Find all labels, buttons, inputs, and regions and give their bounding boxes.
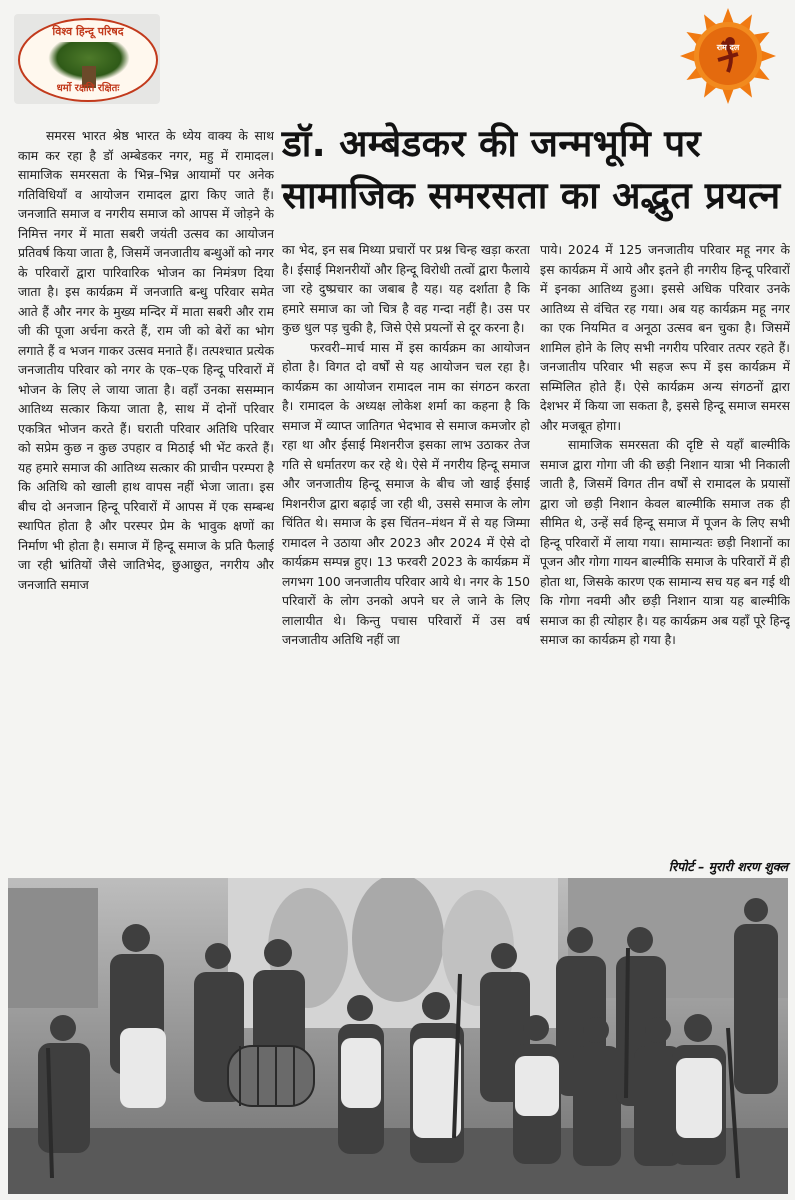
logo-label: राम दल bbox=[716, 43, 740, 52]
paragraph: फरवरी–मार्च मास में इस कार्यक्रम का आयोजन होता है। विगत दो वर्षों से यह आयोजन चल रहा है। कार्यक्रम का आयोजन रामादल नाम का संगठन करता है। रामादल के अध्यक्ष लोकेश शर्मा का कहना है कि समाज में व्याप्त जातिगत भेदभाव से समाज कमजोर हो रहा था और ईसाई मिशनरीज इसका लाभ उठाकर तेज गति से धर्मातरण कर रहे थे। ऐसे में नगरीय हिन्दू समाज और जनजातीय हिन्दू समाज के बीच जो खाई ईसाई मिशनरीज द्वारा बढ़ाई जा रही थी, उससे समाज के लोग चिंतित थे। समाज के इस चिंतन–मंथन में से यह जिम्मा रामादल ने उठाया और 2023 और 2024 में ऐसे दो कार्यक्रम सम्पन्न हुए। 13 फरवरी 2023 के कार्यक्रम में लगभग 100 जनजातीय परिवार आये थे। नगर के 150 परिवारों के लोग उनको अपने घर ले जाने के लिए लालायीत थे। किन्तु पचास परिवारों में उस वर्ष जनजातीय अतिथि नहीं जा bbox=[282, 339, 530, 647]
paragraph: पाये। 2024 में 125 जनजातीय परिवार महू नगर के इस कार्यक्रम में आये और इतने ही नगरीय हिन्दू परिवारों में इनका आतिथ्य हुआ। इससे अधिक परिवार उनके आतिथ्य से वंचित रह गया। अब यह कार्यक्रम महू नगर का एक नियमित व अनूठा उत्सव बन चुका है। जिसमें शामिल होने के लिए सभी नगरीय परिवार तत्पर रहते हैं। जनजातीय परिवार भी सहज रूप में इस कार्यक्रम में सम्मिलित होते हैं। ऐसे कार्यक्रम अन्य संगठनों द्वारा देशभर में किया जा सकता है, इससे हिन्दू समाज समरस और मजबूत होगा। bbox=[540, 242, 790, 433]
group-photo bbox=[8, 878, 788, 1194]
logo-motto: धर्मो रक्षति रक्षितः bbox=[56, 83, 120, 94]
headline-line-2: सामाजिक समरसता का अद्भुत प्रयत्न bbox=[282, 174, 781, 217]
logo-emblem bbox=[18, 18, 158, 102]
article-headline bbox=[282, 118, 786, 222]
sun-emblem-icon bbox=[676, 6, 780, 106]
report-credit: रिपोर्ट – मुरारी शरण शुक्ल bbox=[668, 859, 788, 874]
article-column-3 bbox=[540, 240, 790, 860]
paragraph: सामाजिक समरसता की दृष्टि से यहाँ बाल्मीकि समाज द्वारा गोगा जी की छड़ी निशान यात्रा भी निकाली जाती है, जिसमें विगत तीन वर्षों से रामादल के प्रयासों द्वारा जो छड़ी निशान केवल बाल्मीकि समाज तक ही सीमित थे, उन्हें सर्व हिन्दू समाज में पूजन के लिए सभी हिन्दू परिवारों में लाया गया। सामान्यतः छड़ी निशानों का पूजन और गोगा गायन बाल्मीकि समाज के परिवारों में ही होता था, जिसके कारण एक सामान्य सच यह बन गई थी कि गोगा नवमी और छड़ी निशान यात्रा यह बाल्मीकि समाज का ही त्योहार है। यह कार्यक्रम अब यहाँ पूरे हिन्दू समाज का कार्यक्रम हो गया है। bbox=[540, 437, 790, 647]
ramadal-logo bbox=[676, 6, 780, 106]
paragraph: का भेद, इन सब मिथ्या प्रचारों पर प्रश्न चिन्ह खड़ा करता है। ईसाई मिशनरीयों और हिन्दू विरोधी तत्वों द्वारा फैलाये जा रहे दुष्प्रचार का जबाब है यह। यह दर्शाता है कि हमारे समाज का जो चित्र है वह गन्दा नहीं है। उस पर कुछ धुल पड़ चुकी है, जिसे ऐसे प्रयत्नों से दूर करना है। bbox=[282, 242, 530, 335]
logo-org-name: विश्व हिन्दू परिषद bbox=[52, 25, 124, 38]
article-column-1 bbox=[18, 126, 274, 876]
article-column-2 bbox=[282, 240, 530, 880]
headline-line-1: डॉ. अम्बेडकर की जन्मभूमि पर bbox=[282, 122, 701, 165]
group-photo-image bbox=[8, 878, 788, 1194]
vhp-logo bbox=[14, 14, 160, 104]
paragraph: समरस भारत श्रेष्ठ भारत के ध्येय वाक्य के साथ काम कर रहा है डॉ अम्बेडकर नगर, महु में रामादल। सामाजिक समरसता के भिन्न–भिन्न आयामों पर अनेक गतिविधियाँ व आयोजन रामादल द्वारा किए जाते हैं। जनजाति समाज व नगरीय समाज को आपस में जोड़ने के निमित्त नगर में माता सबरी जयंती उत्सव का आयोजन प्रतिवर्ष किया जाता है, जिसमें जनजातीय बन्धुओं को नगर के परिवारों द्वारा पारिवारिक भोजन का निमंत्रण दिया जाता है। इस कार्यक्रम में जनजाति बन्धु परिवार समेत आते हैं और नगर के मुख्य मन्दिर में माता सबरी और राम जी की पूजा अर्चना करते हैं, राम जी को बेरों का भोग लगाते हैं व भजन गाकर उत्सव मनाते हैं। तत्पश्चात प्रत्येक जनजातीय परिवार को नगर के एक–एक हिन्दू परिवारों में भोजन के लिए ले जाया जाता है। वहाँ उनका ससम्मान आतिथ्य सत्कार किया जाता है, साथ में दोनों परिवार एकत्रित भोजन करते हैं। घराती परिवार अतिथि परिवार को सप्रेम कुछ न कुछ उपहार व मिठाई भी भेंट करते हैं। यह हमारे समाज की आतिथ्य सत्कार की प्राचीन परम्परा है कि अतिथि को खाली हाथ वापस नहीं भेजा जाता। इस बीच दो अनजान हिन्दू परिवारों में आपस में एक सम्बन्ध स्थापित होता है और परस्पर प्रेम के भावुक क्षणों का निर्माण भी होता है। समाज में हिन्दू समाज के प्रति फैलाई जा रही भ्रांतियों जैसे जातिभेद, छुआछुत, नगरीय और जनजाति समाज bbox=[18, 128, 274, 592]
